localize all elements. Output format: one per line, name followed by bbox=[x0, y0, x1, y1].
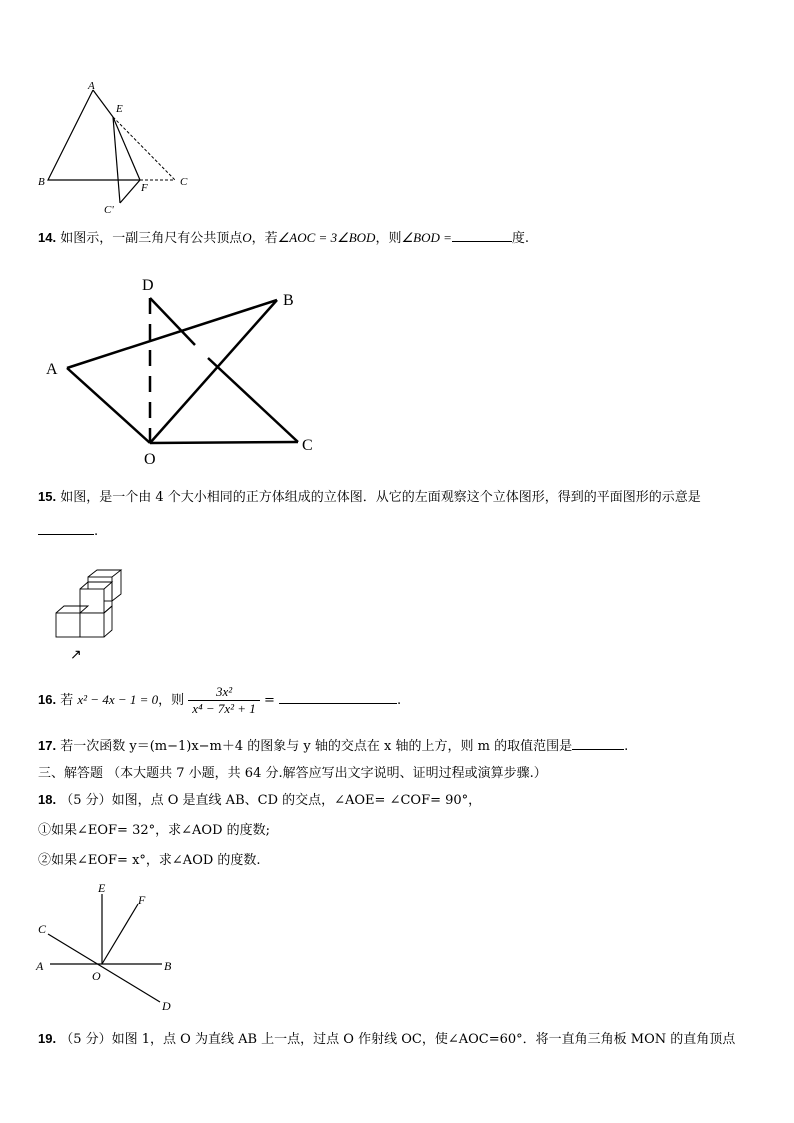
question-number: 16. bbox=[38, 692, 57, 707]
label-F: F bbox=[138, 893, 146, 907]
question-text: 度. bbox=[511, 231, 530, 246]
question-15-answer-line bbox=[38, 522, 98, 541]
label-O: O bbox=[144, 451, 156, 468]
figure-q14-triangle-rulers bbox=[40, 270, 330, 470]
question-number: 14. bbox=[38, 230, 57, 245]
label-C-prime: C' bbox=[104, 204, 114, 216]
label-F: F bbox=[141, 182, 148, 194]
fraction-denominator: x⁴ − 7x² + 1 bbox=[192, 701, 256, 716]
section-heading bbox=[38, 765, 547, 783]
answer-blank[interactable] bbox=[38, 522, 94, 535]
question-14 bbox=[38, 229, 529, 248]
label-E: E bbox=[116, 103, 123, 115]
question-text: ，则 bbox=[158, 693, 185, 708]
question-text: 若 bbox=[60, 693, 74, 708]
question-number: 18. bbox=[38, 792, 57, 807]
label-C: C bbox=[180, 176, 188, 188]
label-D: D bbox=[142, 277, 154, 294]
question-number: 15. bbox=[38, 489, 57, 504]
label-B: B bbox=[38, 176, 45, 188]
asked-angle: ∠BOD = bbox=[401, 230, 452, 245]
label-A: A bbox=[88, 80, 95, 92]
label-E: E bbox=[98, 882, 106, 895]
question-18 bbox=[38, 791, 481, 810]
label-A: A bbox=[46, 361, 58, 378]
question-number: 19. bbox=[38, 1031, 57, 1046]
label-O: O bbox=[92, 969, 101, 983]
question-text: 若一次函数 y＝(m−1)x−m＋4 的图象与 y 轴的交点在 x 轴的上方，则 m 的取值范围是 bbox=[60, 739, 573, 754]
label-C: C bbox=[38, 922, 47, 936]
question-15 bbox=[38, 488, 701, 507]
question-text: ②如果∠EOF= x°，求∠AOD 的度数. bbox=[38, 853, 261, 868]
equals-sign: = bbox=[263, 693, 275, 708]
label-B: B bbox=[164, 959, 172, 973]
label-C: C bbox=[302, 437, 313, 454]
label-A: A bbox=[36, 959, 44, 973]
question-text: . bbox=[397, 693, 402, 708]
point-O: O bbox=[242, 230, 252, 245]
label-B: B bbox=[283, 292, 294, 309]
answer-blank[interactable] bbox=[279, 691, 397, 704]
question-text: 如图示，一副三角尺有公共顶点 bbox=[60, 231, 243, 246]
figure-q18-lines bbox=[30, 882, 190, 1017]
question-number: 17. bbox=[38, 738, 57, 753]
question-text: . bbox=[624, 739, 629, 754]
label-D: D bbox=[162, 999, 171, 1013]
question-19 bbox=[38, 1030, 735, 1049]
question-17 bbox=[38, 737, 628, 756]
section-text: 三、解答题 （本大题共 7 小题，共 64 分.解答应写出文字说明、证明过程或演算步骤.） bbox=[38, 766, 547, 781]
question-text: 如图，是一个由 4 个大小相同的正方体组成的立体图．从它的左面观察这个立体图形，得到的平面图形的示意是 bbox=[60, 490, 701, 505]
equation: x² − 4x − 1 = 0 bbox=[77, 692, 159, 707]
condition: ∠AOC = 3∠BOD bbox=[277, 230, 376, 245]
question-text: ①如果∠EOF= 32°，求∠AOD 的度数; bbox=[38, 823, 271, 838]
answer-blank[interactable] bbox=[572, 737, 624, 750]
fraction-numerator: 3x² bbox=[188, 684, 260, 701]
question-16 bbox=[38, 682, 401, 719]
question-18-part-1 bbox=[38, 822, 270, 840]
answer-blank[interactable] bbox=[452, 229, 512, 242]
view-direction-arrow-icon: ↗ bbox=[70, 648, 82, 663]
question-text: ，则 bbox=[375, 231, 402, 246]
question-text: . bbox=[94, 524, 99, 539]
question-text: （5 分）如图 1，点 O 为直线 AB 上一点，过点 O 作射线 OC，使∠AOC=60°．将一直角三角板 MON 的直角顶点 bbox=[60, 1032, 736, 1047]
question-18-part-2 bbox=[38, 852, 261, 870]
question-text: （5 分）如图，点 O 是直线 AB、CD 的交点，∠AOE= ∠COF= 90°， bbox=[60, 793, 482, 808]
figure-q13-triangle-fold bbox=[30, 75, 200, 220]
question-text: ，若 bbox=[251, 231, 278, 246]
fraction-expression bbox=[188, 684, 260, 717]
figure-q15-cubes bbox=[48, 565, 138, 665]
